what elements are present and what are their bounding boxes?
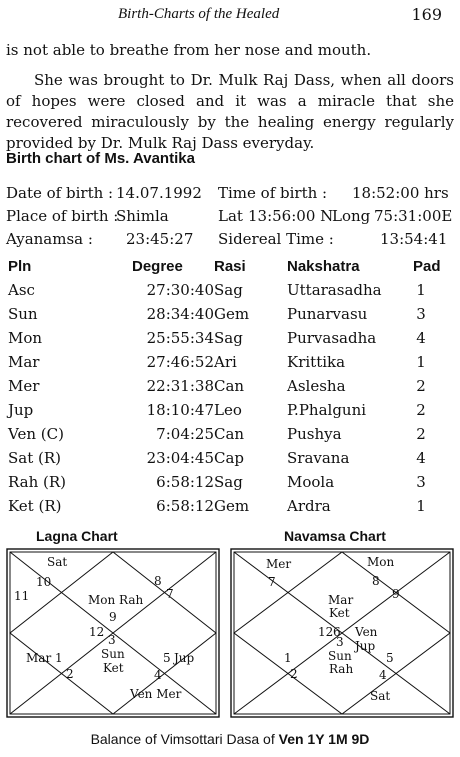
cell-planet: Ven (C) bbox=[8, 425, 64, 443]
cell-pad: 2 bbox=[416, 377, 426, 395]
cell-planet: Mer bbox=[8, 377, 40, 395]
navamsa-house-7: 7 bbox=[268, 575, 276, 589]
lagna-house-12: 12 bbox=[89, 625, 105, 639]
table-row bbox=[0, 425, 460, 449]
navamsa-planets-right-inner-1: Ven bbox=[355, 625, 378, 639]
planet-table-header bbox=[0, 258, 460, 282]
page-header bbox=[0, 4, 460, 26]
cell-degree: 6:58:12 bbox=[156, 473, 214, 491]
page-number: 169 bbox=[411, 5, 442, 24]
paragraph-1: is not able to breathe from her nose and mouth. bbox=[6, 41, 372, 59]
table-row bbox=[0, 329, 460, 353]
time-of-birth-label: Time of birth : bbox=[218, 184, 328, 202]
cell-planet: Mon bbox=[8, 329, 43, 347]
table-row bbox=[0, 281, 460, 305]
date-of-birth-label: Date of birth : bbox=[6, 184, 114, 202]
cell-degree: 7:04:25 bbox=[156, 425, 214, 443]
table-row bbox=[0, 449, 460, 473]
navamsa-planets-right-inner-2: Jup bbox=[355, 639, 376, 653]
table-row bbox=[0, 401, 460, 425]
lagna-house-7: 7 bbox=[166, 587, 174, 601]
paragraph-2: She was brought to Dr. Mulk Raj Dass, when all doors of hopes were closed and it was a miracle that she recovered miraculously by the healing energy regularly provided by Dr. Mulk Raj Dass everyday. bbox=[6, 71, 454, 152]
header-nakshatra: Nakshatra bbox=[287, 258, 360, 275]
running-title: Birth-Charts of the Healed bbox=[118, 6, 280, 22]
cell-degree: 25:55:34 bbox=[146, 329, 214, 347]
cell-planet: Mar bbox=[8, 353, 40, 371]
navamsa-planets-top-right: Mon bbox=[367, 555, 395, 569]
cell-rasi: Can bbox=[214, 425, 245, 443]
table-row bbox=[0, 473, 460, 497]
lagna-chart bbox=[6, 548, 220, 718]
lagna-chart-title: Lagna Chart bbox=[36, 528, 118, 544]
cell-pad: 1 bbox=[416, 353, 426, 371]
navamsa-house-4: 4 bbox=[379, 668, 387, 682]
cell-degree: 18:10:47 bbox=[146, 401, 214, 419]
lagna-planets-center-top: Mon Rah bbox=[88, 593, 144, 607]
cell-rasi: Leo bbox=[214, 401, 242, 419]
cell-pad: 2 bbox=[416, 425, 426, 443]
lagna-planets-bottom: Ven Mer bbox=[130, 687, 182, 701]
navamsa-planets-center-top-2: Ket bbox=[329, 606, 350, 620]
cell-rasi: Gem bbox=[214, 497, 250, 515]
cell-pad: 1 bbox=[416, 281, 426, 299]
dasa-balance-prefix: Balance of Vimsottari Dasa of bbox=[90, 731, 275, 747]
cell-degree: 27:30:40 bbox=[146, 281, 214, 299]
header-pad: Pad bbox=[413, 258, 441, 275]
cell-pad: 3 bbox=[416, 473, 426, 491]
cell-rasi: Ari bbox=[214, 353, 237, 371]
navamsa-chart bbox=[230, 548, 454, 718]
cell-nakshatra: Aslesha bbox=[287, 377, 346, 395]
navamsa-house-6: 6 bbox=[333, 625, 341, 639]
navamsa-house-12: 12 bbox=[318, 625, 334, 639]
cell-pad: 4 bbox=[416, 329, 426, 347]
cell-degree: 27:46:52 bbox=[146, 353, 214, 371]
section-heading: Birth chart of Ms. Avantika bbox=[6, 150, 195, 167]
cell-rasi: Sag bbox=[214, 281, 243, 299]
lagna-house-4: 4 bbox=[154, 668, 162, 682]
cell-planet: Sat (R) bbox=[8, 449, 62, 467]
cell-degree: 23:04:45 bbox=[146, 449, 214, 467]
cell-nakshatra: Uttarasadha bbox=[287, 281, 382, 299]
navamsa-house-9: 9 bbox=[392, 587, 400, 601]
navamsa-house-8: 8 bbox=[372, 574, 380, 588]
place-of-birth-label: Place of birth : bbox=[6, 207, 119, 225]
lat-value: 13:56:00 N bbox=[248, 207, 334, 225]
cell-degree: 28:34:40 bbox=[146, 305, 214, 323]
lagna-house-3: 3 bbox=[108, 633, 116, 647]
cell-planet: Rah (R) bbox=[8, 473, 67, 491]
lagna-planets-center-bottom-2: Ket bbox=[103, 661, 124, 675]
table-row bbox=[0, 305, 460, 329]
navamsa-planets-center-top-1: Mar bbox=[328, 593, 354, 607]
cell-rasi: Can bbox=[214, 377, 245, 395]
ayanamsa-label: Ayanamsa : bbox=[6, 230, 93, 248]
cell-planet: Sun bbox=[8, 305, 38, 323]
table-row bbox=[0, 497, 460, 521]
cell-degree: 6:58:12 bbox=[156, 497, 214, 515]
cell-planet: Ket (R) bbox=[8, 497, 62, 515]
cell-degree: 22:31:38 bbox=[146, 377, 214, 395]
cell-nakshatra: Punarvasu bbox=[287, 305, 368, 323]
cell-rasi: Sag bbox=[214, 329, 243, 347]
lagna-house-1: 1 bbox=[55, 651, 63, 665]
cell-pad: 3 bbox=[416, 305, 426, 323]
navamsa-planets-center-bottom-2: Rah bbox=[329, 662, 354, 676]
header-pln: Pln bbox=[8, 258, 32, 275]
navamsa-house-5: 5 bbox=[386, 651, 394, 665]
cell-nakshatra: Sravana bbox=[287, 449, 350, 467]
ayanamsa-value: 23:45:27 bbox=[126, 230, 194, 248]
long-label: Long bbox=[332, 207, 371, 225]
cell-rasi: Sag bbox=[214, 473, 243, 491]
cell-pad: 2 bbox=[416, 401, 426, 419]
cell-nakshatra: Purvasadha bbox=[287, 329, 377, 347]
lagna-house-11: 11 bbox=[14, 589, 30, 603]
sidereal-time-label: Sidereal Time : bbox=[218, 230, 334, 248]
navamsa-house-3: 3 bbox=[336, 635, 344, 649]
cell-nakshatra: Krittika bbox=[287, 353, 346, 371]
dasa-balance-footer bbox=[0, 731, 460, 747]
lagna-planets-top-left: Sat bbox=[47, 555, 68, 569]
cell-nakshatra: Ardra bbox=[287, 497, 331, 515]
lagna-house-2: 2 bbox=[66, 667, 74, 681]
place-of-birth-value: Shimla bbox=[116, 207, 169, 225]
cell-pad: 1 bbox=[416, 497, 426, 515]
date-of-birth-value: 14.07.1992 bbox=[116, 184, 202, 202]
table-row bbox=[0, 377, 460, 401]
lagna-house-8: 8 bbox=[154, 574, 162, 588]
cell-pad: 4 bbox=[416, 449, 426, 467]
time-of-birth-value: 18:52:00 hrs bbox=[352, 184, 449, 202]
cell-rasi: Gem bbox=[214, 305, 250, 323]
navamsa-planets-center-bottom-1: Sun bbox=[328, 649, 352, 663]
navamsa-house-2: 2 bbox=[290, 667, 298, 681]
cell-nakshatra: Moola bbox=[287, 473, 335, 491]
cell-nakshatra: P.Phalguni bbox=[287, 401, 367, 419]
navamsa-chart-title: Navamsa Chart bbox=[284, 528, 386, 544]
lagna-house-10: 10 bbox=[36, 575, 52, 589]
table-row bbox=[0, 353, 460, 377]
sidereal-time-value: 13:54:41 bbox=[380, 230, 448, 248]
navamsa-planets-top-left: Mer bbox=[266, 557, 292, 571]
cell-planet: Jup bbox=[8, 401, 34, 419]
long-value: 75:31:00E bbox=[374, 207, 453, 225]
lagna-planets-left: Mar bbox=[26, 651, 52, 665]
cell-rasi: Cap bbox=[214, 449, 245, 467]
lagna-house-9: 9 bbox=[109, 610, 117, 624]
navamsa-planets-bottom: Sat bbox=[370, 689, 391, 703]
cell-nakshatra: Pushya bbox=[287, 425, 342, 443]
navamsa-house-1: 1 bbox=[284, 651, 292, 665]
cell-planet: Asc bbox=[8, 281, 35, 299]
lagna-planets-center-bottom-1: Sun bbox=[101, 647, 125, 661]
dasa-balance-value: Ven 1Y 1M 9D bbox=[278, 731, 370, 747]
lagna-house-5: 5 bbox=[163, 651, 171, 665]
header-degree: Degree bbox=[132, 258, 183, 275]
lat-label: Lat bbox=[218, 207, 243, 225]
lagna-planets-right: Jup bbox=[174, 651, 195, 665]
header-rasi: Rasi bbox=[214, 258, 246, 275]
